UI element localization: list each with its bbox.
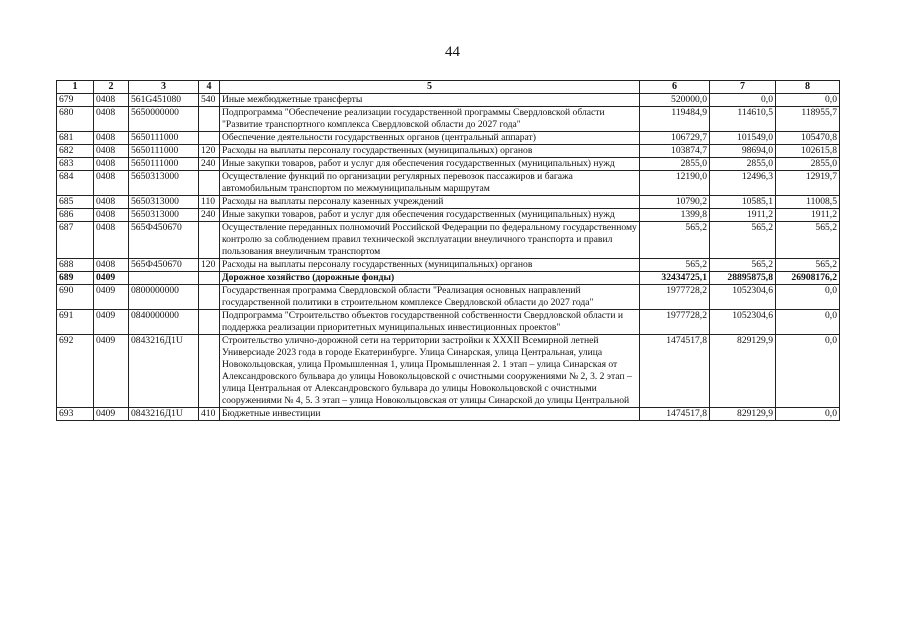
amount-col7: 10585,1 xyxy=(710,196,776,209)
table-row xyxy=(57,132,840,145)
section-code: 0409 xyxy=(94,335,129,408)
amount-col8: 0,0 xyxy=(776,94,840,107)
item-name: Государственная программа Свердловской области "Реализация основных направлений государственной политики в строительном комплексе Свердловской области до 2027 года" xyxy=(220,285,640,310)
row-number: 686 xyxy=(57,209,94,222)
expense-type xyxy=(199,272,220,285)
expense-type: 410 xyxy=(199,408,220,421)
amount-col7: 829129,9 xyxy=(710,335,776,408)
table-row xyxy=(57,310,840,335)
amount-col8: 0,0 xyxy=(776,335,840,408)
item-name: Дорожное хозяйство (дорожные фонды) xyxy=(220,272,640,285)
expense-type xyxy=(199,335,220,408)
amount-col8: 2855,0 xyxy=(776,158,840,171)
expense-type xyxy=(199,132,220,145)
amount-col8: 0,0 xyxy=(776,285,840,310)
table-row xyxy=(57,196,840,209)
budget-table xyxy=(56,80,840,421)
target-code: 0840000000 xyxy=(129,310,199,335)
section-code: 0409 xyxy=(94,272,129,285)
section-code: 0409 xyxy=(94,285,129,310)
row-number: 680 xyxy=(57,107,94,132)
row-number: 687 xyxy=(57,222,94,259)
target-code: 5650313000 xyxy=(129,171,199,196)
amount-col8: 565,2 xyxy=(776,222,840,259)
amount-col7: 12496,3 xyxy=(710,171,776,196)
item-name: Иные закупки товаров, работ и услуг для обеспечения государственных (муниципальных) нужд xyxy=(220,158,640,171)
row-number: 685 xyxy=(57,196,94,209)
target-code xyxy=(129,272,199,285)
section-code: 0408 xyxy=(94,222,129,259)
amount-col8: 12919,7 xyxy=(776,171,840,196)
table-row-section-total xyxy=(57,272,840,285)
table-row xyxy=(57,171,840,196)
row-number: 692 xyxy=(57,335,94,408)
amount-col7: 1052304,6 xyxy=(710,310,776,335)
amount-col8: 118955,7 xyxy=(776,107,840,132)
row-number: 682 xyxy=(57,145,94,158)
expense-type xyxy=(199,107,220,132)
header-cell: 4 xyxy=(199,81,220,94)
section-code: 0408 xyxy=(94,196,129,209)
header-cell: 2 xyxy=(94,81,129,94)
table-row xyxy=(57,335,840,408)
target-code: 5650111000 xyxy=(129,145,199,158)
amount-col6: 565,2 xyxy=(640,222,710,259)
amount-col8: 0,0 xyxy=(776,408,840,421)
amount-col7: 114610,5 xyxy=(710,107,776,132)
target-code: 5650111000 xyxy=(129,158,199,171)
expense-type: 110 xyxy=(199,196,220,209)
amount-col8: 11008,5 xyxy=(776,196,840,209)
table-row xyxy=(57,259,840,272)
item-name: Расходы на выплаты персоналу казенных учреждений xyxy=(220,196,640,209)
target-code: 5650313000 xyxy=(129,209,199,222)
expense-type: 120 xyxy=(199,145,220,158)
amount-col7: 565,2 xyxy=(710,259,776,272)
table-row xyxy=(57,94,840,107)
target-code: 565Ф450670 xyxy=(129,222,199,259)
target-code: 5650313000 xyxy=(129,196,199,209)
section-code: 0408 xyxy=(94,259,129,272)
row-number: 684 xyxy=(57,171,94,196)
table-header-row xyxy=(57,81,840,94)
amount-col8: 1911,2 xyxy=(776,209,840,222)
section-code: 0408 xyxy=(94,107,129,132)
amount-col7: 565,2 xyxy=(710,222,776,259)
item-name: Строительство улично-дорожной сети на территории застройки к XXXII Всемирной летней Универсиаде 2023 года в городе Екатеринбурге. Улица Синарская, улица Центральная, улица Новокольцовская, улица Промышленная 1, улица Промышленная 2. 1 этап – улица Синарская от Александровского бульвара до улицы Новокольцовской с очистными сооружениями № 2, 3. 2 этап – улица Центральная от Александровского бульвара до улицы Новокольцовской с очистными сооружениями № 4, 5. 3 этап – улица Новокольцовская от улицы Синарской до улицы Центральной xyxy=(220,335,640,408)
section-code: 0408 xyxy=(94,209,129,222)
header-cell: 6 xyxy=(640,81,710,94)
amount-col6: 1399,8 xyxy=(640,209,710,222)
header-cell: 5 xyxy=(220,81,640,94)
amount-col6: 520000,0 xyxy=(640,94,710,107)
header-cell: 3 xyxy=(129,81,199,94)
amount-col6: 1977728,2 xyxy=(640,285,710,310)
amount-col8: 565,2 xyxy=(776,259,840,272)
item-name: Обеспечение деятельности государственных органов (центральный аппарат) xyxy=(220,132,640,145)
amount-col7: 98694,0 xyxy=(710,145,776,158)
row-number: 681 xyxy=(57,132,94,145)
amount-col7: 829129,9 xyxy=(710,408,776,421)
item-name: Бюджетные инвестиции xyxy=(220,408,640,421)
section-code: 0408 xyxy=(94,132,129,145)
target-code: 5650000000 xyxy=(129,107,199,132)
amount-col6: 106729,7 xyxy=(640,132,710,145)
row-number: 693 xyxy=(57,408,94,421)
amount-col7: 1911,2 xyxy=(710,209,776,222)
item-name: Подпрограмма "Строительство объектов государственной собственности Свердловской области и поддержка реализации приоритетных муниципальных инвестиционных проектов" xyxy=(220,310,640,335)
row-number: 691 xyxy=(57,310,94,335)
row-number: 683 xyxy=(57,158,94,171)
table-row xyxy=(57,209,840,222)
header-cell: 8 xyxy=(776,81,840,94)
target-code: 0843216Д1U xyxy=(129,408,199,421)
table-row xyxy=(57,107,840,132)
target-code: 0800000000 xyxy=(129,285,199,310)
target-code: 565Ф450670 xyxy=(129,259,199,272)
amount-col6: 12190,0 xyxy=(640,171,710,196)
target-code: 561G451080 xyxy=(129,94,199,107)
expense-type: 540 xyxy=(199,94,220,107)
expense-type: 120 xyxy=(199,259,220,272)
table-row xyxy=(57,222,840,259)
item-name: Подпрограмма "Обеспечение реализации государственной программы Свердловской области "Развитие транспортного комплекса Свердловской области до 2027 года" xyxy=(220,107,640,132)
amount-col6: 1474517,8 xyxy=(640,408,710,421)
row-number: 688 xyxy=(57,259,94,272)
amount-col6: 10790,2 xyxy=(640,196,710,209)
expense-type xyxy=(199,310,220,335)
table-row xyxy=(57,408,840,421)
table-row xyxy=(57,145,840,158)
item-name: Расходы на выплаты персоналу государственных (муниципальных) органов xyxy=(220,145,640,158)
amount-col8: 105470,8 xyxy=(776,132,840,145)
amount-col6: 103874,7 xyxy=(640,145,710,158)
page-number: 44 xyxy=(445,44,460,60)
amount-col6: 1977728,2 xyxy=(640,310,710,335)
target-code: 5650111000 xyxy=(129,132,199,145)
table-row xyxy=(57,285,840,310)
amount-col6: 119484,9 xyxy=(640,107,710,132)
header-cell: 1 xyxy=(57,81,94,94)
expense-type xyxy=(199,171,220,196)
item-name: Осуществление переданных полномочий Российской Федерации по федеральному государственному контролю за соблюдением правил технической эксплуатации внеуличного транспорта и правил пользования внеуличным транспортом xyxy=(220,222,640,259)
expense-type xyxy=(199,222,220,259)
row-number: 690 xyxy=(57,285,94,310)
row-number: 689 xyxy=(57,272,94,285)
section-code: 0409 xyxy=(94,408,129,421)
section-code: 0409 xyxy=(94,310,129,335)
amount-col7: 28895875,8 xyxy=(710,272,776,285)
section-code: 0408 xyxy=(94,145,129,158)
amount-col7: 101549,0 xyxy=(710,132,776,145)
table-row xyxy=(57,158,840,171)
item-name: Иные межбюджетные трансферты xyxy=(220,94,640,107)
amount-col7: 1052304,6 xyxy=(710,285,776,310)
amount-col7: 2855,0 xyxy=(710,158,776,171)
amount-col6: 1474517,8 xyxy=(640,335,710,408)
row-number: 679 xyxy=(57,94,94,107)
item-name: Иные закупки товаров, работ и услуг для обеспечения государственных (муниципальных) нужд xyxy=(220,209,640,222)
amount-col8: 0,0 xyxy=(776,310,840,335)
amount-col7: 0,0 xyxy=(710,94,776,107)
amount-col8: 102615,8 xyxy=(776,145,840,158)
amount-col8: 26908176,2 xyxy=(776,272,840,285)
expense-type xyxy=(199,285,220,310)
item-name: Осуществление функций по организации регулярных перевозок пассажиров и багажа автомобильным транспортом по межмуниципальным маршрутам xyxy=(220,171,640,196)
header-cell: 7 xyxy=(710,81,776,94)
amount-col6: 32434725,1 xyxy=(640,272,710,285)
section-code: 0408 xyxy=(94,171,129,196)
item-name: Расходы на выплаты персоналу государственных (муниципальных) органов xyxy=(220,259,640,272)
expense-type: 240 xyxy=(199,209,220,222)
expense-type: 240 xyxy=(199,158,220,171)
amount-col6: 565,2 xyxy=(640,259,710,272)
section-code: 0408 xyxy=(94,158,129,171)
amount-col6: 2855,0 xyxy=(640,158,710,171)
section-code: 0408 xyxy=(94,94,129,107)
target-code: 0843216Д1U xyxy=(129,335,199,408)
